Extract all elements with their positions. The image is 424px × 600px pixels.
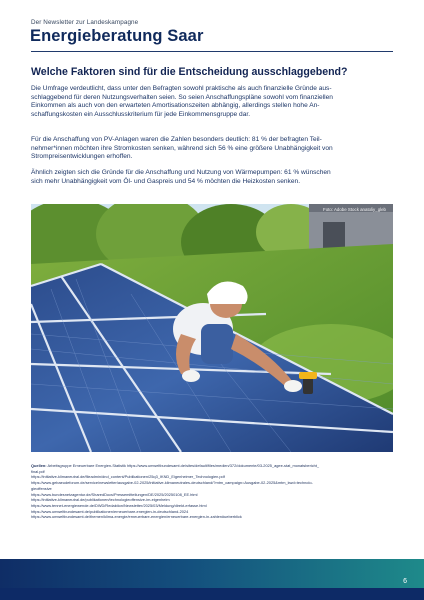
source-link[interactable]: https://initiative-klimaneutral.de/fileadmin/dnd_content/Publikationen/25q3_IKND_Eigenheimer_Technologien.pdf [31,474,225,480]
text-line: Für die Anschaffung von PV-Anlagen waren die Zahlen besonders deutlich: 81 % der befragten Teil- [31,136,322,143]
text-line: schlaggebend für deren Nutzungsverhalten seien. So seien Anschaffungspläne sowohl vom finanziellen [31,93,333,101]
source-link[interactable]: https://www.bundesnetzagentur.de/SharedDocs/Pressemitteilungen/DE/2025/20250108_EE.html [31,491,198,497]
header-divider [31,51,393,52]
paragraph-heat-pump [31,169,395,186]
text-line: nehmer*innen möchten ihre Stromkosten senken, während sich 56 % eine größere Unabhängigkeit von [31,144,333,152]
newsletter-kicker: Der Newsletter zur Landeskampagne [31,19,139,26]
photo-credit: Foto: Adobe Stock anatoliy_gleb [323,207,386,212]
brand-title: Energieberatung Saar [30,27,204,45]
source-link[interactable]: https://initiative-klimaneutral.de/publikationen/technologieoffensive-im-eigenheim [31,497,170,503]
sources-label: Quellen: [31,463,47,468]
source-link[interactable]: https://www.umweltbundesamt.de/publikationen/erneuerbare-energien-in-deutschland-2024 [31,508,189,514]
text-line: sich mehr Unabhängigkeit vom Öl- und Gaspreis und 54 % möchten die Heizkosten senken. [31,177,301,185]
page-number: 6 [403,578,407,585]
source-link[interactable]: final.pdf [31,468,45,474]
text-line: Einkommen als auch von den erwarteten Amortisationszeiten abhängig, allerdings stellen hohe An- [31,102,320,110]
solar-installer-photo [31,204,393,452]
photo-illustration [31,204,393,452]
source-link[interactable]: https://www.umweltbundesamt.de/themen/klima-energie/erneuerbare-energien/erneuerbare-energien-in-zahlen#ueberblick [31,514,242,520]
footer-bar [0,588,424,600]
text-line: schaffungskosten ein Ausschlusskriterium für jede Einkommensgruppe dar. [31,111,251,119]
text-line: Die Umfrage verdeutlicht, dass unter den Befragten sowohl praktische als auch finanzielle Gründe aus- [31,85,332,92]
paragraph-survey [31,85,395,120]
footer-gradient [0,559,424,588]
text-line: Ähnlich zeigten sich die Gründe für die Anschaffung und Nutzung von Wärmepumpen: 61 % wünschen [31,169,331,176]
sources-list [31,463,393,520]
text-line: Strompreisentwicklungen erhoffen. [31,153,133,161]
source-link[interactable]: Arbeitsgruppe Erneuerbare Energien-Statistik https://www.umweltbundesamt.de/sites/default/files/medien/372/dokumente/03-2025_agee-stat_monatsbericht_ [47,463,320,468]
source-link[interactable]: gieoffensive [31,485,52,491]
source-link[interactable]: https://www.tennet-energiewende.de/DWD/Redaktion/Newsletter/2025/03/Meldung/direkt-erfasse.html [31,502,207,508]
paragraph-pv [31,136,395,162]
source-link[interactable]: https://www.gebaeudeforum.de/service/newsletter/ausgabe-02-2025/initiative-klimaneutrales-deutschland/?mtm_campaign=Ausgabe-02-2025&mtm_kwd=technolo- [31,480,313,486]
article-title: Welche Faktoren sind für die Entscheidung ausschlaggebend? [31,66,348,78]
